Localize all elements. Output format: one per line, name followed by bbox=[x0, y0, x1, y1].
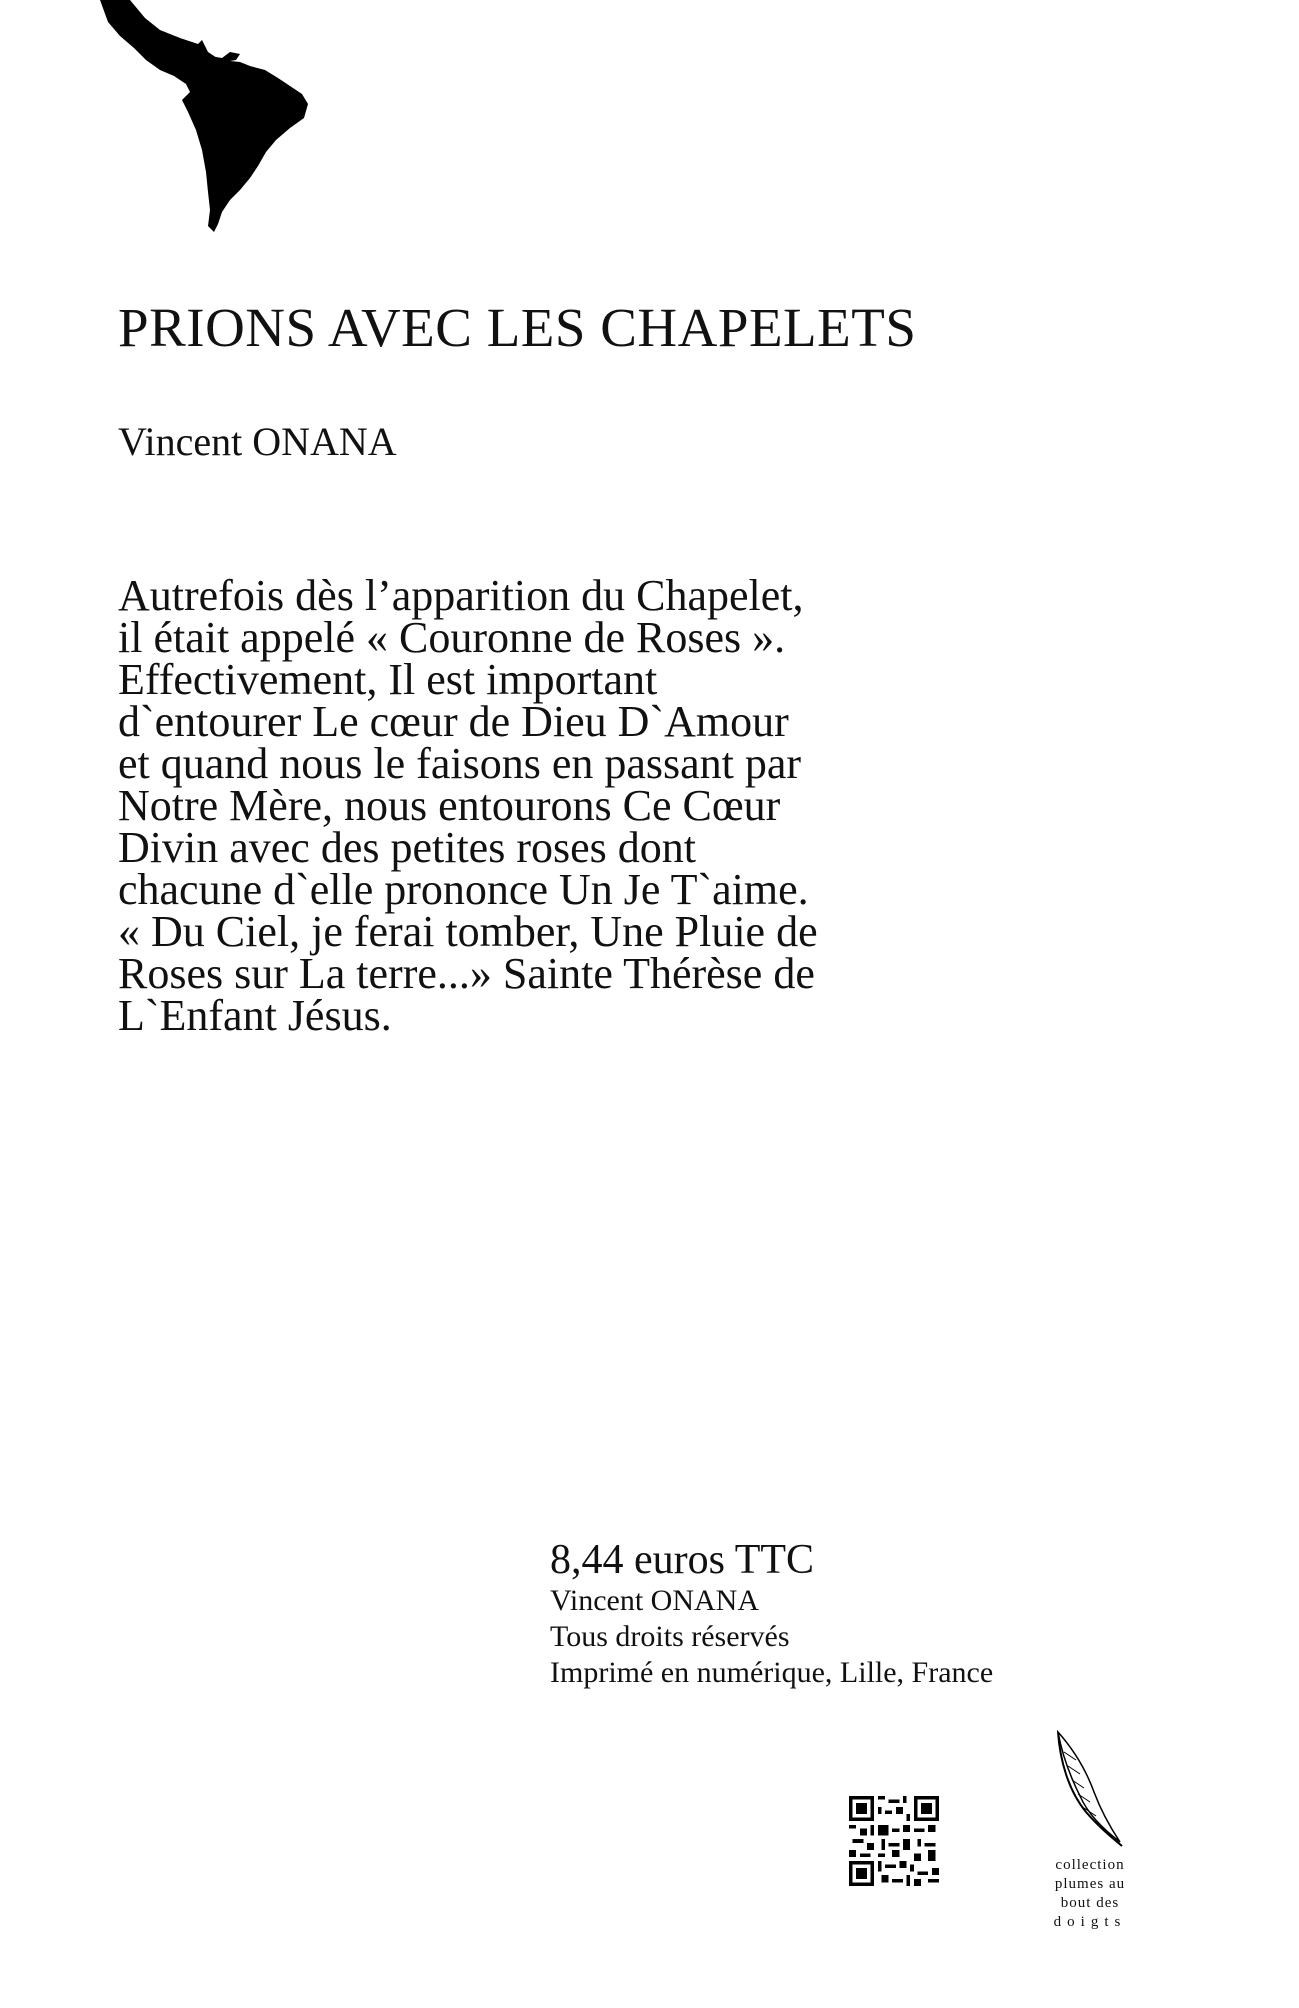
blurb-line: Divin avec des petites roses dont bbox=[118, 823, 696, 872]
blurb-line: et quand nous le faisons en passant par bbox=[118, 739, 802, 788]
book-title: PRIONS AVEC LES CHAPELETS bbox=[118, 297, 917, 358]
blurb-line: « Du Ciel, je ferai tomber, Une Pluie de bbox=[118, 907, 818, 956]
collection-line: collection bbox=[1055, 1857, 1125, 1873]
blurb-line: il était appelé « Couronne de Roses ». bbox=[118, 613, 786, 662]
blurb-line: d`entourer Le cœur de Dieu D`Amour bbox=[118, 697, 789, 746]
collection-line: doigts bbox=[1053, 1914, 1127, 1930]
rights-notice: Tous droits réservés bbox=[550, 1620, 790, 1653]
book-author: Vincent ONANA bbox=[118, 419, 397, 464]
feather-quill-icon bbox=[1050, 1730, 1130, 1850]
blurb-line: Notre Mère, nous entourons Ce Cœur bbox=[118, 781, 781, 830]
collection-line: bout des bbox=[1060, 1895, 1120, 1911]
blurb-line: chacune d`elle prononce Un Je T`aime. bbox=[118, 865, 809, 914]
blurb-line: Roses sur La terre...» Sainte Thérèse de bbox=[118, 949, 815, 998]
blurb-line: Effectivement, Il est important bbox=[118, 655, 658, 704]
imprint-block bbox=[550, 1537, 993, 1691]
back-cover-blurb bbox=[118, 571, 1018, 1040]
qr-code-icon bbox=[849, 1796, 939, 1886]
collection-logo-text bbox=[1040, 1856, 1140, 1932]
price: 8,44 euros TTC bbox=[550, 1537, 815, 1583]
print-location: Imprimé en numérique, Lille, France bbox=[550, 1656, 994, 1689]
blurb-line: Autrefois dès l’apparition du Chapelet, bbox=[118, 571, 804, 620]
blurb-line: L`Enfant Jésus. bbox=[118, 991, 392, 1040]
americas-map-icon bbox=[90, 0, 330, 240]
imprint-author: Vincent ONANA bbox=[550, 1584, 759, 1617]
collection-line: plumes au bbox=[1054, 1876, 1126, 1892]
